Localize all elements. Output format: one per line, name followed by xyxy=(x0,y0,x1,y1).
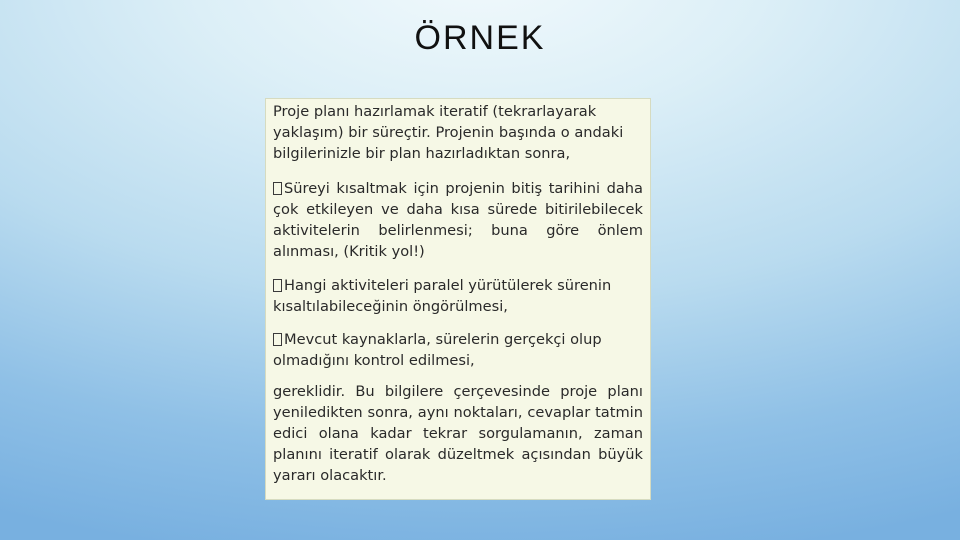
bullet-text-2: Hangi aktiviteleri paralel yürütülerek sürenin kısaltılabileceğinin öngörülmesi, xyxy=(273,277,612,315)
checkbox-glyph-icon xyxy=(273,182,282,195)
bullet-text-3: Mevcut kaynaklarla, sürelerin gerçekçi olup olmadığını kontrol edilmesi, xyxy=(273,331,602,369)
bullet-item-3 xyxy=(273,329,643,371)
bullet-item-1 xyxy=(273,178,643,262)
slide-title: ÖRNEK xyxy=(414,19,546,57)
document-excerpt xyxy=(265,98,651,500)
bullet-item-2 xyxy=(273,275,643,317)
bullet-text-1: Süreyi kısaltmak için projenin bitiş tarihini daha çok etkileyen ve daha kısa sürede bitirilebilecek aktivitelerin belirlenmesi; buna göre önlem alınması, (Kritik yol!) xyxy=(273,180,643,260)
checkbox-glyph-icon xyxy=(273,333,282,346)
checkbox-glyph-icon xyxy=(273,279,282,292)
intro-paragraph: Proje planı hazırlamak iteratif (tekrarlayarak yaklaşım) bir süreçtir. Projenin başında o andaki bilgilerinizle bir plan hazırladıktan sonra, xyxy=(273,103,624,162)
conclusion-paragraph: gereklidir. Bu bilgilere çerçevesinde proje planı yeniledikten sonra, aynı noktaları, cevaplar tatmin edici olana kadar tekrar sorgulamanın, zaman planını iteratif olarak düzeltmek açısından büyük yararı olacaktır. xyxy=(273,383,643,484)
